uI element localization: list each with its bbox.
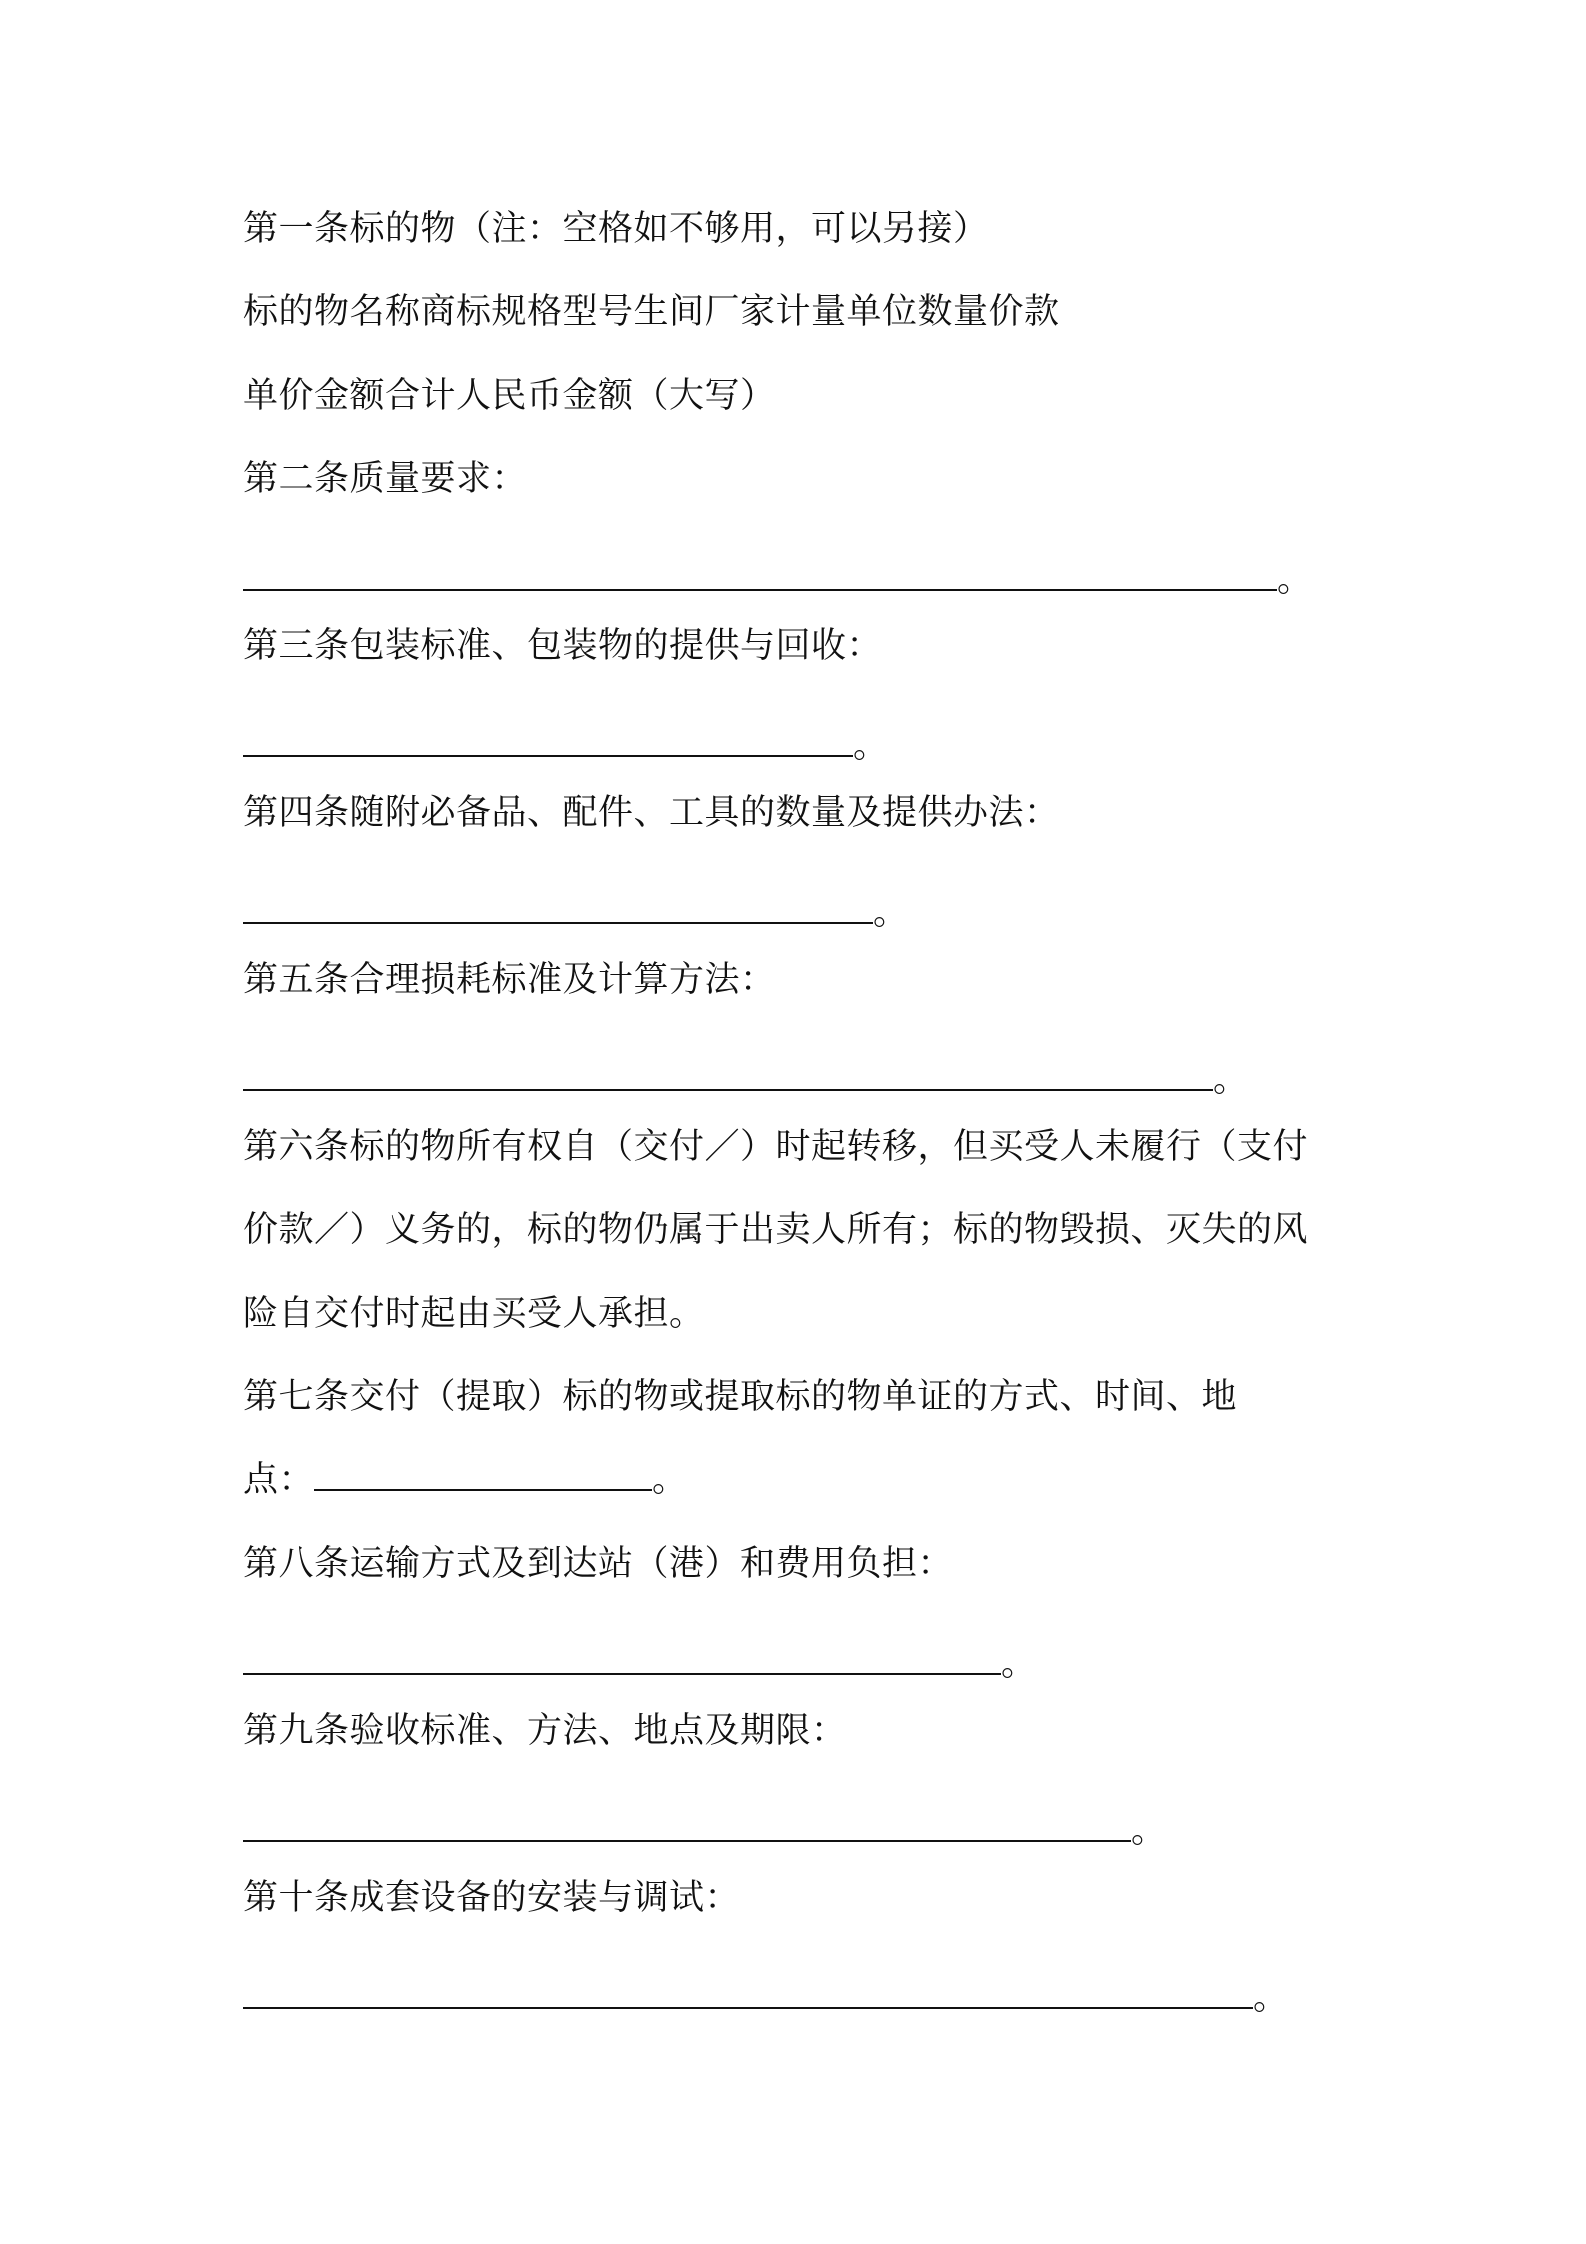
clause-7-text-1: 第七条交付（提取）标的物或提取标的物单证的方式、时间、地: [243, 1377, 1238, 1417]
clause-8-fill-line[interactable]: [243, 1640, 1037, 1688]
clause-4-blank[interactable]: [243, 892, 873, 924]
clause-3-blank[interactable]: [243, 725, 853, 757]
clause-8-blank[interactable]: [243, 1643, 1001, 1675]
clause-3-fill-line[interactable]: [243, 722, 889, 770]
clause-9-heading: 第九条验收标准、方法、地点及期限：: [243, 1711, 847, 1751]
period: 。: [1001, 1644, 1037, 1684]
period: 。: [652, 1460, 688, 1500]
period: 。: [873, 893, 909, 933]
clause-1-heading: 第一条标的物（注：空格如不够用，可以另接）: [243, 209, 989, 249]
clause-2-heading: 第二条质量要求：: [243, 459, 528, 499]
clause-5-blank[interactable]: [243, 1059, 1213, 1091]
clause-10-fill-line[interactable]: [243, 1974, 1289, 2022]
clause-1-columns-cont: 单价金额合计人民币金额（大写）: [243, 376, 776, 416]
clause-5-heading: 第五条合理损耗标准及计算方法：: [243, 960, 776, 1000]
clause-8-heading: 第八条运输方式及到达站（港）和费用负担：: [243, 1544, 954, 1584]
period: 。: [1213, 1060, 1249, 1100]
clause-4-heading: 第四条随附必备品、配件、工具的数量及提供办法：: [243, 793, 1060, 833]
period: 。: [1253, 1978, 1289, 2018]
clause-3-heading: 第三条包装标准、包装物的提供与回收：: [243, 626, 883, 666]
period: 。: [853, 726, 889, 766]
clause-7-fill-line[interactable]: [243, 1456, 688, 1504]
period: 。: [1277, 560, 1313, 600]
clause-6-text-1: 第六条标的物所有权自（交付／）时起转移，但买受人未履行（支付: [243, 1127, 1309, 1167]
clause-7-blank[interactable]: [314, 1459, 652, 1491]
clause-2-blank[interactable]: [243, 559, 1277, 591]
clause-9-blank[interactable]: [243, 1810, 1131, 1842]
clause-7-prefix: 点：: [243, 1460, 315, 1500]
clause-2-fill-line[interactable]: [243, 556, 1313, 604]
period: 。: [1131, 1811, 1167, 1851]
clause-10-heading: 第十条成套设备的安装与调试：: [243, 1878, 741, 1918]
clause-1-columns: 标的物名称商标规格型号生间厂家计量单位数量价款: [243, 292, 1060, 332]
clause-10-blank[interactable]: [243, 1977, 1253, 2009]
clause-4-fill-line[interactable]: [243, 889, 909, 937]
clause-5-fill-line[interactable]: [243, 1056, 1249, 1104]
clause-6-text-3: 险自交付时起由买受人承担。: [243, 1294, 705, 1334]
clause-6-text-2: 价款／）义务的，标的物仍属于出卖人所有；标的物毁损、灭失的风: [243, 1210, 1309, 1250]
clause-9-fill-line[interactable]: [243, 1807, 1167, 1855]
